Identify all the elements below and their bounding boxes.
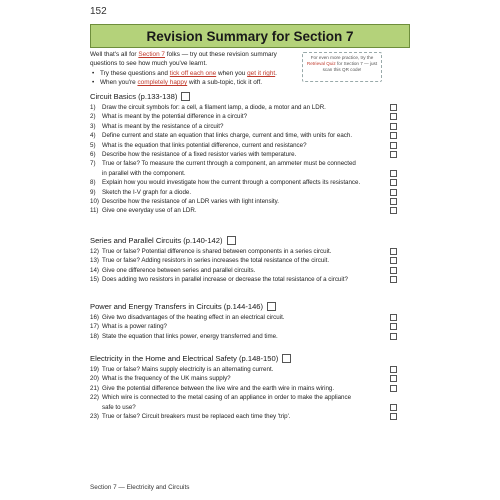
question-number: 21): [90, 384, 99, 392]
question-number: 10): [90, 198, 99, 205]
bullet-text: When you're: [100, 79, 138, 86]
question-text: True or false? Potential difference is shared between components in a series circuit.: [102, 248, 332, 255]
question-checkbox[interactable]: [390, 375, 397, 382]
bullet-text: .: [275, 70, 277, 77]
question-number: 4): [90, 132, 96, 140]
section-checkbox[interactable]: [267, 302, 276, 311]
question-number: 6): [90, 151, 96, 158]
question-row: [90, 160, 390, 168]
question-text: Sketch the I-V graph for a diode.: [102, 188, 192, 196]
question-text: What is the frequency of the UK mains supply?: [102, 375, 231, 383]
question-text: True or false? Adding resistors in series increases the total resistance of the circuit.: [102, 257, 330, 265]
section-checkbox[interactable]: [227, 236, 236, 245]
question-checkbox[interactable]: [390, 314, 397, 321]
page-title: Revision Summary for Section 7: [90, 24, 410, 48]
question-row: [90, 189, 390, 197]
question-number: 18): [90, 332, 99, 340]
question-text: Describe how the resistance of an LDR varies with light intensity.: [102, 198, 279, 205]
question-row: [90, 394, 390, 402]
question-checkbox[interactable]: [390, 198, 397, 205]
section-title: Circuit Basics (p.133-138): [90, 92, 178, 101]
question-row: [90, 248, 390, 256]
qr-note: [302, 52, 382, 82]
question-number: 12): [90, 248, 99, 255]
question-checkbox[interactable]: [390, 385, 397, 392]
question-row: [90, 113, 390, 121]
question-number: 20): [90, 375, 99, 383]
question-row: [90, 267, 390, 275]
question-number: 2): [90, 113, 96, 121]
bullet-underline: tick off each one: [169, 70, 217, 77]
question-row: [90, 104, 390, 112]
question-text: Draw the circuit symbols for: a cell, a filament lamp, a diode, a motor and an LDR.: [102, 104, 326, 111]
intro-bullets: [90, 69, 300, 87]
qr-text: For even more practice, try the: [310, 55, 374, 60]
question-checkbox[interactable]: [390, 323, 397, 330]
footer: Section 7 — Electricity and Circuits: [90, 484, 190, 491]
question-checkbox[interactable]: [390, 104, 397, 111]
question-row: [90, 123, 390, 131]
question-row: [90, 413, 390, 421]
bullet-text: Try these questions and: [100, 70, 170, 77]
question-checkbox[interactable]: [390, 132, 397, 139]
question-checkbox[interactable]: [390, 404, 397, 411]
question-checkbox[interactable]: [390, 151, 397, 158]
intro-text-a: Well that's all for: [90, 51, 139, 58]
question-text: What is meant by the potential difference in a circuit?: [102, 113, 248, 121]
question-text: What is a power rating?: [102, 323, 167, 331]
section-title: Electricity in the Home and Electrical Safety (p.148-150): [90, 354, 279, 363]
question-row: [90, 179, 390, 187]
question-number: 13): [90, 257, 99, 265]
question-row: [90, 257, 390, 265]
retrieval-quiz-link[interactable]: Retrieval Quiz: [306, 61, 336, 66]
question-row: [90, 151, 390, 159]
question-checkbox[interactable]: [390, 189, 397, 196]
question-text: True or false? Mains supply electricity is an alternating current.: [102, 366, 274, 373]
question-continuation: in parallel with the component.: [102, 169, 186, 177]
question-number: 8): [90, 179, 96, 187]
question-checkbox[interactable]: [390, 248, 397, 255]
question-number: 14): [90, 266, 99, 274]
question-checkbox[interactable]: [390, 123, 397, 130]
question-checkbox[interactable]: [390, 413, 397, 420]
bullet-underline: get it right: [247, 70, 276, 77]
section-checkbox[interactable]: [181, 92, 190, 101]
intro-bullet: [100, 69, 300, 78]
question-text: State the equation that links power, energy transferred and time.: [102, 332, 278, 340]
question-number: 5): [90, 141, 96, 149]
question-text: What is the equation that links potential difference, current and resistance?: [102, 141, 307, 149]
bullet-text: with a sub-topic, tick it off.: [187, 79, 263, 86]
question-number: 17): [90, 323, 99, 331]
question-number: 19): [90, 366, 99, 373]
question-number: 3): [90, 122, 96, 130]
question-number: 23): [90, 413, 99, 420]
question-checkbox[interactable]: [390, 267, 397, 274]
section-link[interactable]: Section 7: [138, 51, 165, 58]
question-row: [90, 142, 390, 150]
question-text: Define current and state an equation that links charge, current and time, with units for each.: [102, 132, 353, 140]
question-row: [90, 314, 390, 322]
question-row: [90, 385, 390, 393]
qr-text: for Section 7 — just scan this QR code!: [322, 61, 378, 72]
section-title: Series and Parallel Circuits (p.140-142): [90, 236, 223, 245]
section-heading: [90, 354, 291, 363]
section-checkbox[interactable]: [282, 354, 291, 363]
question-number: 22): [90, 394, 99, 402]
question-number: 15): [90, 276, 99, 284]
question-checkbox[interactable]: [390, 257, 397, 264]
question-row: [90, 207, 390, 215]
question-text: Give one difference between series and parallel circuits.: [102, 266, 256, 274]
question-checkbox[interactable]: [390, 113, 397, 120]
question-row: [90, 276, 390, 284]
question-number: 11): [90, 207, 99, 215]
question-text: Does adding two resistors in parallel increase or decrease the total resistance of a circuit?: [102, 276, 348, 284]
question-checkbox[interactable]: [390, 170, 397, 177]
question-checkbox[interactable]: [390, 333, 397, 340]
question-text: Give the potential difference between the live wire and the earth wire in mains wiring.: [102, 384, 335, 392]
page-number: 152: [90, 6, 107, 17]
question-text: Explain how you would investigate how the current through a component affects its resistance.: [102, 179, 361, 187]
intro-line: [90, 50, 300, 68]
question-row: [90, 375, 390, 383]
question-checkbox[interactable]: [390, 142, 397, 149]
question-number: 16): [90, 314, 99, 321]
question-text: True or false? Circuit breakers must be replaced each time they 'trip'.: [102, 413, 291, 420]
question-row: [90, 198, 390, 206]
intro-text: [90, 50, 300, 87]
question-checkbox[interactable]: [390, 207, 397, 214]
question-text: Give two disadvantages of the heating effect in an electrical circuit.: [102, 314, 285, 321]
intro-bullet: [100, 78, 300, 87]
question-text: True or false? To measure the current through a component, an ammeter must be connected: [102, 160, 356, 168]
section-heading: [90, 236, 236, 245]
intro-text-b: folks — try out these revision summary questions to see how much you've learnt.: [90, 51, 277, 67]
section-heading: [90, 92, 190, 101]
question-number: 7): [90, 160, 96, 168]
question-text: Describe how the resistance of a fixed resistor varies with temperature.: [102, 151, 297, 158]
question-text: Give one everyday use of an LDR.: [102, 207, 197, 215]
question-number: 9): [90, 188, 96, 196]
question-number: 1): [90, 104, 96, 111]
bullet-text: when you: [216, 70, 248, 77]
question-row: [90, 323, 390, 331]
question-checkbox[interactable]: [390, 179, 397, 186]
question-checkbox[interactable]: [390, 366, 397, 373]
section-title: Power and Energy Transfers in Circuits (p.144-146): [90, 302, 264, 311]
question-checkbox[interactable]: [390, 276, 397, 283]
question-continuation: safe to use?: [102, 403, 136, 411]
question-row: [90, 366, 390, 374]
question-text: What is meant by the resistance of a circuit?: [102, 122, 224, 130]
bullet-underline: completely happy: [137, 79, 188, 86]
section-heading: [90, 302, 276, 311]
question-row: [90, 132, 390, 140]
question-row: [90, 333, 390, 341]
question-text: Which wire is connected to the metal casing of an appliance in order to make the appliance: [102, 394, 352, 402]
